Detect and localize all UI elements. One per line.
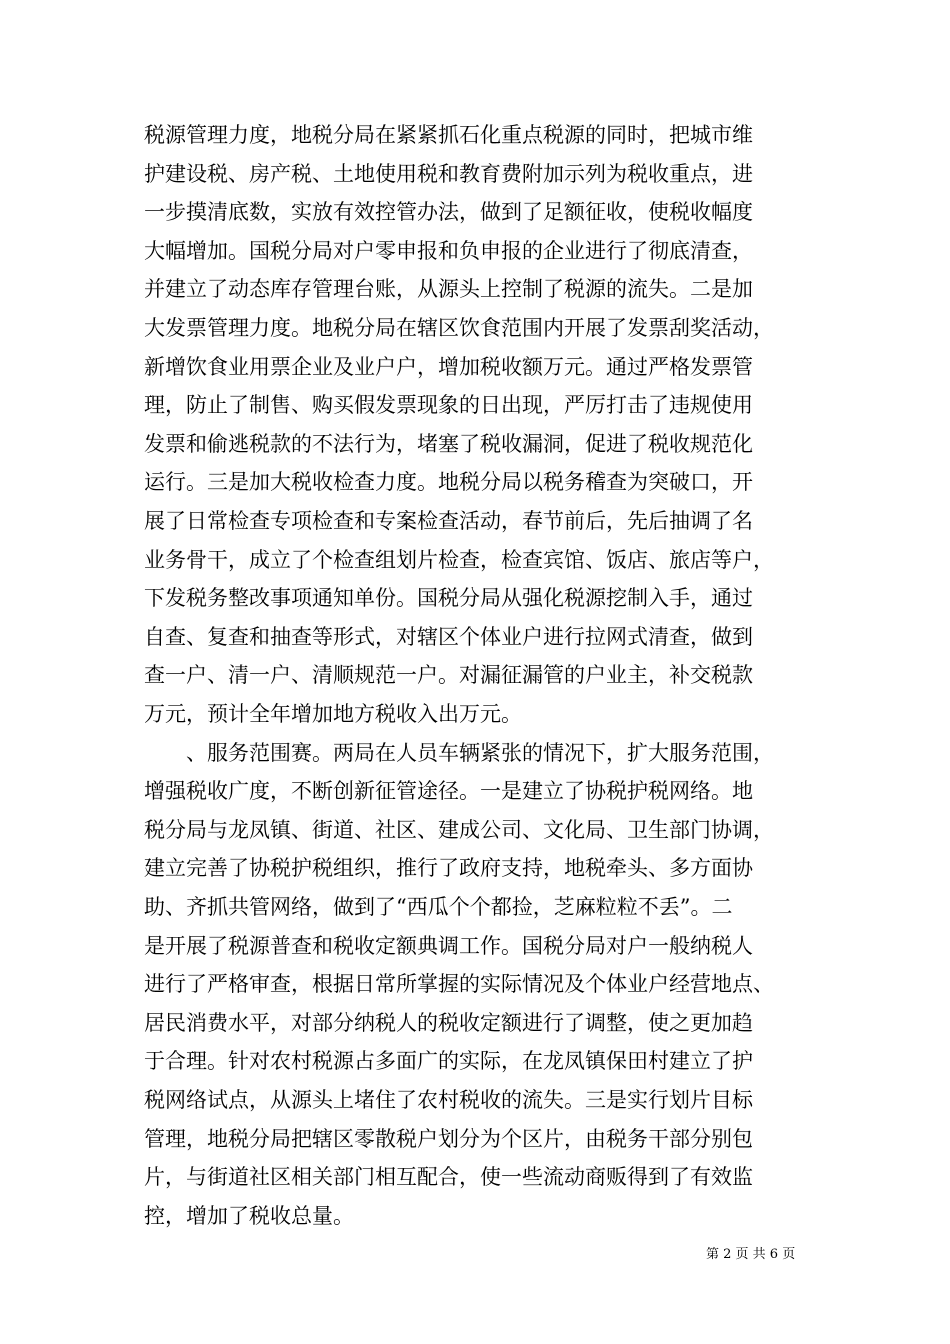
text-line: 是开展了税源普查和税收定额典调工作。国税分局对户一般纳税人 [144, 933, 753, 958]
text-line: 助、齐抓共管网络，做到了“西瓜个个都捡，芝麻粒粒不丢”。二 [144, 895, 733, 919]
text-line: 税分局与龙凤镇、街道、社区、建成公司、文化局、卫生部门协调， [144, 817, 774, 842]
text-line: 控，增加了税收总量。 [144, 1203, 354, 1228]
text-line: 一步摸清底数，实放有效控管办法，做到了足额征收，使税收幅度 [144, 200, 753, 225]
text-line: 发票和偷逃税款的不法行为，堵塞了税收漏洞，促进了税收规范化 [144, 431, 753, 456]
text-line: 税源管理力度，地税分局在紧紧抓石化重点税源的同时，把城市维 [144, 123, 753, 147]
text-line: 增强税收广度，不断创新征管途径。一是建立了协税护税网络。地 [144, 779, 753, 804]
text-line: 万元，预计全年增加地方税收入出万元。 [144, 702, 522, 726]
text-line: 管理，地税分局把辖区零散税户划分为个区片，由税务干部分别包 [144, 1126, 753, 1151]
text-line: 于合理。针对农村税源占多面广的实际，在龙凤镇保田村建立了护 [144, 1049, 753, 1074]
text-line: 并建立了动态库存管理台账，从源头上控制了税源的流失。二是加 [144, 277, 753, 302]
text-line: 大发票管理力度。地税分局在辖区饮食范围内开展了发票刮奖活动， [144, 316, 774, 340]
text-line: 自查、复查和抽查等形式，对辖区个体业户进行拉网式清查，做到 [144, 624, 753, 649]
text-line: 下发税务整改事项通知单份。国税分局从强化税源挖制入手，通过 [144, 586, 753, 611]
text-line: 居民消费水平，对部分纳税人的税收定额进行了调整，使之更加趋 [144, 1010, 753, 1035]
text-line: 业务骨干，成立了个检查组划片检查，检查宾馆、饭店、旅店等户， [144, 547, 774, 572]
text-line: 大幅增加。国税分局对户零申报和负申报的企业进行了彻底清查， [144, 238, 753, 263]
text-line: 进行了严格审查，根据日常所掌握的实际情况及个体业户经营地点、 [144, 972, 774, 997]
text-line: 展了日常检查专项检查和专案检查活动，春节前后，先后抽调了名 [144, 509, 753, 533]
text-line: 新增饮食业用票企业及业户户，增加税收额万元。通过严格发票管 [144, 354, 753, 379]
text-line: 护建设税、房产税、土地使用税和教育费附加示列为税收重点，进 [144, 161, 753, 186]
page-footer: 第 2 页 共 6 页 [706, 1247, 796, 1262]
text-line: 片，与街道社区相关部门相互配合，使一些流动商贩得到了有效监 [144, 1165, 753, 1190]
text-line: 查一户、清一户、清顺规范一户。对漏征漏管的户业主，补交税款 [144, 663, 753, 688]
text-line: 理，防止了制售、购买假发票现象的日出现，严厉打击了违规使用 [144, 393, 753, 418]
text-line: 运行。三是加大税收检查力度。地税分局以税务稽查为突破口，开 [144, 470, 753, 495]
text-line: 、服务范围赛。两局在人员车辆紧张的情况下，扩大服务范围， [186, 740, 774, 765]
text-line: 建立完善了协税护税组织，推行了政府支持，地税牵头、多方面协 [144, 856, 753, 881]
text-line: 税网络试点，从源头上堵住了农村税收的流失。三是实行划片目标 [144, 1088, 753, 1112]
